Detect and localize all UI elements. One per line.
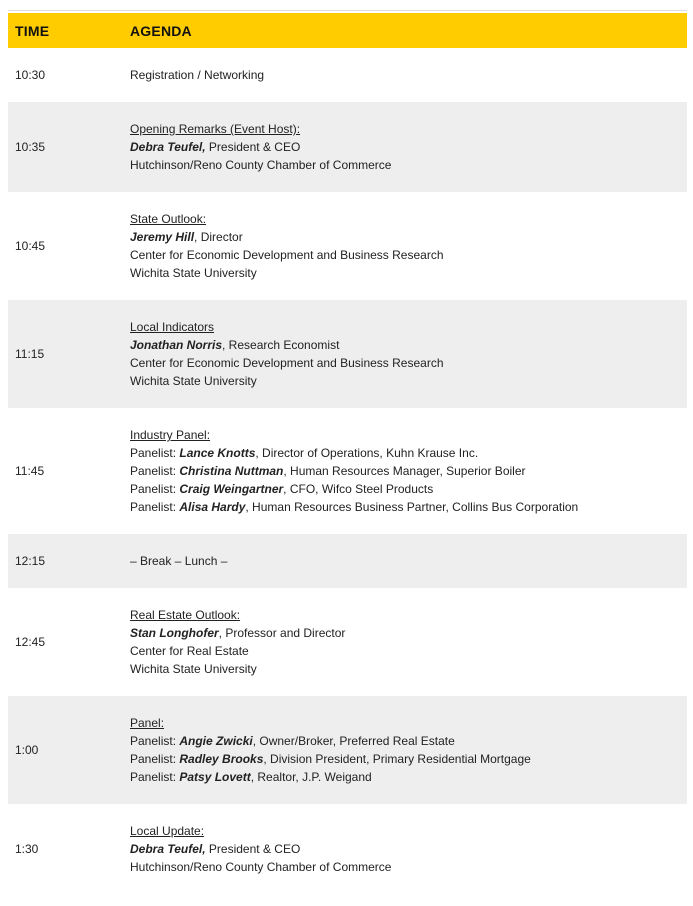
table-row	[8, 534, 687, 588]
session-time: 10:45	[15, 239, 46, 253]
panelist-prefix: Panelist:	[130, 752, 180, 766]
session-text: Center for Economic Development and Business Research	[130, 248, 444, 262]
session-line	[130, 372, 687, 390]
session-time: 12:15	[15, 554, 46, 568]
table-row	[8, 300, 687, 408]
session-details	[130, 48, 687, 102]
session-line	[130, 462, 687, 480]
session-line	[130, 732, 687, 750]
session-text: Registration / Networking	[130, 68, 265, 82]
session-line	[130, 552, 687, 570]
session-text: – Break – Lunch –	[130, 554, 228, 568]
table-row	[8, 804, 687, 894]
panelist-prefix: Panelist:	[130, 482, 180, 496]
session-line	[130, 138, 687, 156]
speaker-role: , Division President, Primary Residential Mortgage	[263, 752, 531, 766]
table-row	[8, 408, 687, 534]
panelist-prefix: Panelist:	[130, 446, 180, 460]
speaker-role: , Human Resources Manager, Superior Boiler	[283, 464, 526, 478]
agenda-table	[8, 13, 687, 894]
session-details	[130, 300, 687, 408]
speaker-name: Craig Weingartner	[179, 482, 284, 496]
speaker-role: , Realtor, J.P. Weigand	[250, 770, 372, 784]
session-line	[130, 480, 687, 498]
session-heading: Local Indicators	[130, 320, 215, 334]
session-details	[130, 408, 687, 534]
table-row	[8, 588, 687, 696]
speaker-name: Angie Zwicki	[179, 734, 253, 748]
session-line	[130, 354, 687, 372]
panelist-prefix: Panelist:	[130, 464, 180, 478]
table-row	[8, 696, 687, 804]
session-text: Wichita State University	[130, 374, 257, 388]
session-line	[130, 264, 687, 282]
session-time: 1:30	[15, 842, 39, 856]
session-time: 10:35	[15, 140, 46, 154]
speaker-name: Stan Longhofer	[130, 626, 219, 640]
session-line	[130, 336, 687, 354]
session-line	[130, 858, 687, 876]
session-line	[130, 624, 687, 642]
session-details	[130, 192, 687, 300]
speaker-name: Alisa Hardy	[179, 500, 246, 514]
panelist-prefix: Panelist:	[130, 734, 180, 748]
speaker-name: Patsy Lovett	[179, 770, 251, 784]
speaker-role: , Director	[194, 230, 243, 244]
speaker-role: , Owner/Broker, Preferred Real Estate	[252, 734, 455, 748]
speaker-name: Lance Knotts	[179, 446, 256, 460]
session-heading: Panel:	[130, 716, 165, 730]
session-text: Hutchinson/Reno County Chamber of Commerce	[130, 158, 392, 172]
speaker-role: , CFO, Wifco Steel Products	[283, 482, 434, 496]
session-line	[130, 156, 687, 174]
session-details	[130, 102, 687, 192]
session-text: Wichita State University	[130, 266, 257, 280]
session-heading: State Outlook:	[130, 212, 207, 226]
speaker-role: President & CEO	[205, 140, 301, 154]
session-details	[130, 534, 687, 588]
session-details	[130, 696, 687, 804]
session-details	[130, 804, 687, 894]
table-header-row	[8, 13, 687, 48]
session-line	[130, 246, 687, 264]
session-text: Hutchinson/Reno County Chamber of Commerce	[130, 860, 392, 874]
panelist-prefix: Panelist:	[130, 500, 180, 514]
session-line	[130, 228, 687, 246]
session-text: Wichita State University	[130, 662, 257, 676]
session-heading: Real Estate Outlook:	[130, 608, 241, 622]
session-time: 11:15	[15, 347, 45, 361]
agenda-column-header: AGENDA	[130, 22, 192, 39]
session-heading: Local Update:	[130, 824, 205, 838]
session-details	[130, 588, 687, 696]
speaker-role: , Director of Operations, Kuhn Krause Inc.	[255, 446, 479, 460]
session-time: 11:45	[15, 464, 45, 478]
session-line	[130, 840, 687, 858]
panelist-prefix: Panelist:	[130, 770, 180, 784]
session-line	[130, 444, 687, 462]
speaker-name: Debra Teufel,	[130, 842, 206, 856]
table-row	[8, 48, 687, 102]
session-heading: Industry Panel:	[130, 428, 211, 442]
speaker-name: Debra Teufel,	[130, 140, 206, 154]
session-text: Center for Economic Development and Business Research	[130, 356, 444, 370]
session-time: 12:45	[15, 635, 46, 649]
session-line	[130, 66, 687, 84]
session-line	[130, 768, 687, 786]
speaker-name: Jeremy Hill	[130, 230, 195, 244]
time-column-header: TIME	[15, 22, 50, 39]
session-line	[130, 642, 687, 660]
speaker-name: Jonathan Norris	[130, 338, 223, 352]
session-line	[130, 660, 687, 678]
session-line	[130, 498, 687, 516]
speaker-name: Radley Brooks	[179, 752, 264, 766]
table-row	[8, 102, 687, 192]
speaker-role: , Professor and Director	[218, 626, 346, 640]
session-time: 1:00	[15, 743, 39, 757]
top-divider	[8, 10, 687, 11]
session-time: 10:30	[15, 68, 46, 82]
session-heading: Opening Remarks (Event Host):	[130, 122, 301, 136]
speaker-role: , Research Economist	[222, 338, 340, 352]
speaker-role: , Human Resources Business Partner, Collins Bus Corporation	[245, 500, 579, 514]
session-line	[130, 750, 687, 768]
speaker-name: Christina Nuttman	[179, 464, 284, 478]
speaker-role: President & CEO	[205, 842, 301, 856]
table-row	[8, 192, 687, 300]
session-text: Center for Real Estate	[130, 644, 249, 658]
